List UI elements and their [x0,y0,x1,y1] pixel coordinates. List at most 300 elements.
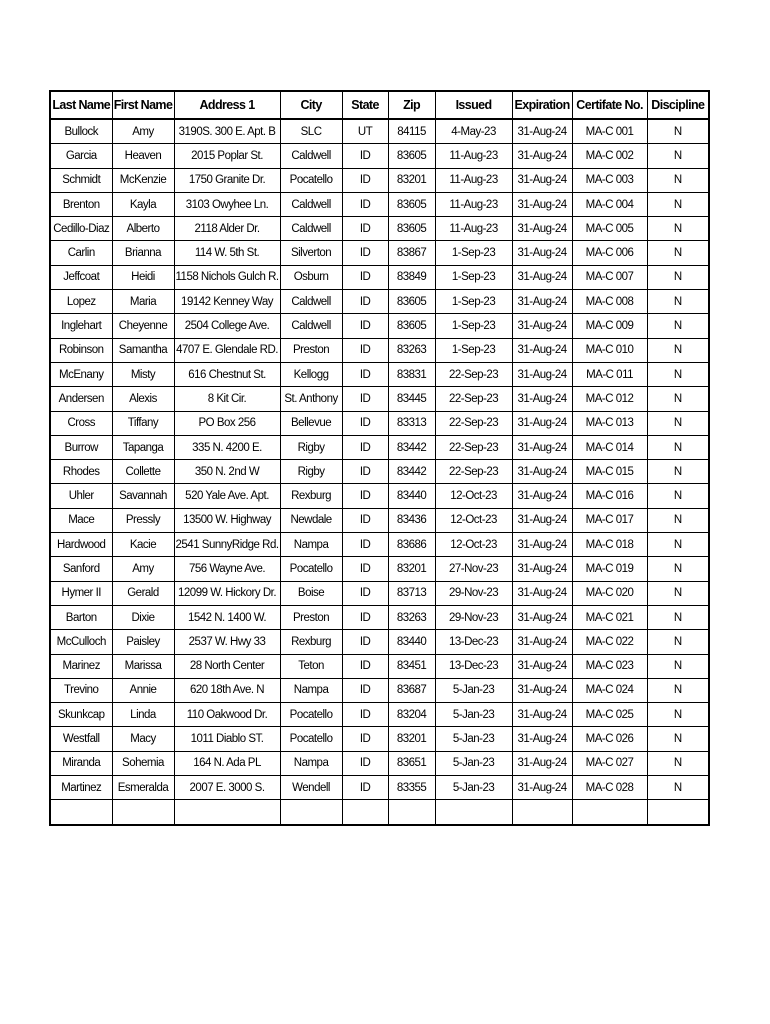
issued-cell[interactable]: 22-Sep-23 [435,435,512,459]
table-row [50,387,709,411]
city-cell[interactable]: Rexburg [280,630,342,654]
address-cell[interactable]: 350 N. 2nd W [174,460,280,484]
last-name-cell[interactable]: Uhler [50,484,112,508]
state-cell[interactable]: ID [342,508,388,532]
last-name-cell[interactable]: Inglehart [50,314,112,338]
city-cell[interactable]: Preston [280,338,342,362]
expiration-cell[interactable]: 31-Aug-24 [512,581,572,605]
first-name-cell[interactable]: Samantha [112,338,174,362]
city-cell[interactable]: Nampa [280,678,342,702]
first-name-cell[interactable]: Paisley [112,630,174,654]
first-name-cell[interactable]: Kacie [112,533,174,557]
zip-cell[interactable]: 83713 [388,581,435,605]
city-cell[interactable]: Rigby [280,435,342,459]
last-name-cell[interactable]: Martinez [50,776,112,800]
certificate-no-cell[interactable]: MA-C 008 [572,290,647,314]
last-name-cell[interactable]: Sanford [50,557,112,581]
state-cell[interactable]: ID [342,265,388,289]
zip-cell[interactable]: 83440 [388,484,435,508]
discipline-cell[interactable]: N [647,241,709,265]
certificate-no-cell[interactable]: MA-C 020 [572,581,647,605]
discipline-cell[interactable]: N [647,654,709,678]
issued-cell[interactable]: 29-Nov-23 [435,605,512,629]
issued-cell[interactable]: 12-Oct-23 [435,508,512,532]
expiration-cell[interactable]: 31-Aug-24 [512,387,572,411]
last-name-cell[interactable]: Rhodes [50,460,112,484]
state-cell[interactable]: ID [342,241,388,265]
issued-cell[interactable]: 4-May-23 [435,119,512,144]
first-name-cell[interactable]: Linda [112,703,174,727]
last-name-cell[interactable]: Jeffcoat [50,265,112,289]
last-name-cell[interactable]: Cedillo-Diaz [50,217,112,241]
last-name-cell[interactable]: Hymer II [50,581,112,605]
discipline-cell[interactable]: N [647,581,709,605]
last-name-cell[interactable]: Barton [50,605,112,629]
certificate-no-cell[interactable]: MA-C 022 [572,630,647,654]
expiration-cell[interactable]: 31-Aug-24 [512,119,572,144]
first-name-cell[interactable]: Tapanga [112,435,174,459]
discipline-cell[interactable]: N [647,727,709,751]
zip-cell[interactable]: 83263 [388,338,435,362]
address-cell[interactable]: 13500 W. Highway [174,508,280,532]
first-name-cell[interactable]: Savannah [112,484,174,508]
state-cell[interactable]: ID [342,435,388,459]
zip-cell[interactable]: 83442 [388,435,435,459]
state-cell[interactable]: ID [342,776,388,800]
expiration-cell[interactable]: 31-Aug-24 [512,605,572,629]
address-cell[interactable]: 1542 N. 1400 W. [174,605,280,629]
first-name-cell[interactable]: Collette [112,460,174,484]
certificate-no-cell[interactable]: MA-C 007 [572,265,647,289]
last-name-cell[interactable]: Skunkcap [50,703,112,727]
address-cell[interactable]: 164 N. Ada PL [174,751,280,775]
last-name-cell[interactable]: Robinson [50,338,112,362]
address-cell[interactable]: 2118 Alder Dr. [174,217,280,241]
zip-cell[interactable]: 83686 [388,533,435,557]
discipline-cell[interactable]: N [647,387,709,411]
issued-cell[interactable]: 5-Jan-23 [435,678,512,702]
city-cell[interactable]: Caldwell [280,290,342,314]
first-name-cell[interactable]: Amy [112,119,174,144]
zip-cell[interactable]: 83201 [388,168,435,192]
issued-cell[interactable]: 5-Jan-23 [435,776,512,800]
discipline-cell[interactable] [647,800,709,825]
zip-cell[interactable]: 83849 [388,265,435,289]
first-name-cell[interactable] [112,800,174,825]
issued-cell[interactable]: 1-Sep-23 [435,241,512,265]
discipline-cell[interactable]: N [647,435,709,459]
city-cell[interactable]: Nampa [280,533,342,557]
first-name-cell[interactable]: Esmeralda [112,776,174,800]
discipline-cell[interactable]: N [647,338,709,362]
expiration-cell[interactable]: 31-Aug-24 [512,314,572,338]
first-name-cell[interactable]: Marissa [112,654,174,678]
header-state: State [342,91,388,119]
issued-cell[interactable]: 22-Sep-23 [435,362,512,386]
discipline-cell[interactable]: N [647,776,709,800]
last-name-cell[interactable]: Andersen [50,387,112,411]
last-name-cell[interactable] [50,800,112,825]
table-row [50,800,709,825]
city-cell[interactable]: Pocatello [280,168,342,192]
table-row [50,533,709,557]
last-name-cell[interactable]: Mace [50,508,112,532]
discipline-cell[interactable]: N [647,630,709,654]
city-cell[interactable]: Teton [280,654,342,678]
certificate-no-cell[interactable]: MA-C 002 [572,144,647,168]
expiration-cell[interactable]: 31-Aug-24 [512,533,572,557]
discipline-cell[interactable]: N [647,144,709,168]
discipline-cell[interactable]: N [647,290,709,314]
city-cell[interactable]: SLC [280,119,342,144]
expiration-cell[interactable]: 31-Aug-24 [512,460,572,484]
issued-cell[interactable]: 22-Sep-23 [435,460,512,484]
state-cell[interactable]: ID [342,484,388,508]
zip-cell[interactable]: 83355 [388,776,435,800]
address-cell[interactable]: 2537 W. Hwy 33 [174,630,280,654]
city-cell[interactable]: Caldwell [280,217,342,241]
state-cell[interactable]: ID [342,654,388,678]
address-cell[interactable]: 114 W. 5th St. [174,241,280,265]
state-cell[interactable]: ID [342,411,388,435]
expiration-cell[interactable]: 31-Aug-24 [512,168,572,192]
city-cell[interactable]: Bellevue [280,411,342,435]
discipline-cell[interactable]: N [647,168,709,192]
certificate-no-cell[interactable]: MA-C 015 [572,460,647,484]
address-cell[interactable]: 1011 Diablo ST. [174,727,280,751]
zip-cell[interactable]: 83440 [388,630,435,654]
certificate-no-cell[interactable]: MA-C 025 [572,703,647,727]
discipline-cell[interactable]: N [647,678,709,702]
expiration-cell[interactable]: 31-Aug-24 [512,727,572,751]
expiration-cell[interactable]: 31-Aug-24 [512,338,572,362]
address-cell[interactable]: 2007 E. 3000 S. [174,776,280,800]
discipline-cell[interactable]: N [647,192,709,216]
state-cell[interactable]: ID [342,314,388,338]
zip-cell[interactable]: 83651 [388,751,435,775]
state-cell[interactable]: ID [342,338,388,362]
expiration-cell[interactable]: 31-Aug-24 [512,654,572,678]
table-row [50,605,709,629]
first-name-cell[interactable]: Dixie [112,605,174,629]
zip-cell[interactable]: 83451 [388,654,435,678]
city-cell[interactable]: Pocatello [280,557,342,581]
state-cell[interactable]: ID [342,751,388,775]
address-cell[interactable]: 110 Oakwood Dr. [174,703,280,727]
city-cell[interactable]: Rexburg [280,484,342,508]
first-name-cell[interactable]: Brianna [112,241,174,265]
issued-cell[interactable]: 1-Sep-23 [435,265,512,289]
discipline-cell[interactable]: N [647,119,709,144]
first-name-cell[interactable]: Kayla [112,192,174,216]
expiration-cell[interactable]: 31-Aug-24 [512,265,572,289]
zip-cell[interactable]: 83436 [388,508,435,532]
city-cell[interactable]: Rigby [280,460,342,484]
certificate-no-cell[interactable]: MA-C 018 [572,533,647,557]
state-cell[interactable]: ID [342,362,388,386]
zip-cell[interactable]: 83204 [388,703,435,727]
last-name-cell[interactable]: Brenton [50,192,112,216]
certificate-no-cell[interactable]: MA-C 028 [572,776,647,800]
certificate-no-cell[interactable]: MA-C 016 [572,484,647,508]
zip-cell[interactable]: 83201 [388,557,435,581]
city-cell[interactable]: Pocatello [280,727,342,751]
city-cell[interactable]: Newdale [280,508,342,532]
certificate-no-cell[interactable]: MA-C 024 [572,678,647,702]
address-cell[interactable]: 28 North Center [174,654,280,678]
certificate-no-cell[interactable]: MA-C 006 [572,241,647,265]
address-cell[interactable]: 8 Kit Cir. [174,387,280,411]
last-name-cell[interactable]: Miranda [50,751,112,775]
zip-cell[interactable]: 83605 [388,314,435,338]
expiration-cell[interactable]: 31-Aug-24 [512,678,572,702]
issued-cell[interactable]: 13-Dec-23 [435,654,512,678]
certificate-no-cell[interactable]: MA-C 005 [572,217,647,241]
address-cell[interactable]: PO Box 256 [174,411,280,435]
zip-cell[interactable] [388,800,435,825]
certificate-no-cell[interactable]: MA-C 023 [572,654,647,678]
discipline-cell[interactable]: N [647,484,709,508]
state-cell[interactable]: UT [342,119,388,144]
issued-cell[interactable]: 27-Nov-23 [435,557,512,581]
issued-cell[interactable]: 1-Sep-23 [435,338,512,362]
first-name-cell[interactable]: Misty [112,362,174,386]
first-name-cell[interactable]: Maria [112,290,174,314]
expiration-cell[interactable]: 31-Aug-24 [512,217,572,241]
issued-cell[interactable]: 1-Sep-23 [435,290,512,314]
expiration-cell[interactable]: 31-Aug-24 [512,557,572,581]
zip-cell[interactable]: 83867 [388,241,435,265]
zip-cell[interactable]: 83201 [388,727,435,751]
discipline-cell[interactable]: N [647,605,709,629]
expiration-cell[interactable]: 31-Aug-24 [512,362,572,386]
expiration-cell[interactable]: 31-Aug-24 [512,703,572,727]
state-cell[interactable]: ID [342,727,388,751]
discipline-cell[interactable]: N [647,314,709,338]
certificate-no-cell[interactable]: MA-C 017 [572,508,647,532]
city-cell[interactable]: Osburn [280,265,342,289]
expiration-cell[interactable]: 31-Aug-24 [512,435,572,459]
last-name-cell[interactable]: Garcia [50,144,112,168]
state-cell[interactable]: ID [342,168,388,192]
expiration-cell[interactable]: 31-Aug-24 [512,411,572,435]
city-cell[interactable]: Silverton [280,241,342,265]
address-cell[interactable]: 19142 Kenney Way [174,290,280,314]
table-row [50,265,709,289]
state-cell[interactable]: ID [342,533,388,557]
first-name-cell[interactable]: McKenzie [112,168,174,192]
first-name-cell[interactable]: Tiffany [112,411,174,435]
table-row [50,144,709,168]
last-name-cell[interactable]: Lopez [50,290,112,314]
address-cell[interactable]: 756 Wayne Ave. [174,557,280,581]
last-name-cell[interactable]: Marinez [50,654,112,678]
address-cell[interactable]: 4707 E. Glendale RD. [174,338,280,362]
certificate-no-cell[interactable]: MA-C 026 [572,727,647,751]
issued-cell[interactable]: 5-Jan-23 [435,751,512,775]
issued-cell[interactable]: 29-Nov-23 [435,581,512,605]
first-name-cell[interactable]: Annie [112,678,174,702]
city-cell[interactable]: Nampa [280,751,342,775]
certificate-no-cell[interactable]: MA-C 009 [572,314,647,338]
city-cell[interactable]: Wendell [280,776,342,800]
certificate-no-cell[interactable]: MA-C 019 [572,557,647,581]
expiration-cell[interactable]: 31-Aug-24 [512,144,572,168]
issued-cell[interactable]: 11-Aug-23 [435,217,512,241]
certificate-no-cell[interactable]: MA-C 027 [572,751,647,775]
last-name-cell[interactable]: Trevino [50,678,112,702]
zip-cell[interactable]: 83605 [388,290,435,314]
state-cell[interactable] [342,800,388,825]
state-cell[interactable]: ID [342,703,388,727]
header-last-name: Last Name [50,91,112,119]
expiration-cell[interactable] [512,800,572,825]
city-cell[interactable]: Pocatello [280,703,342,727]
expiration-cell[interactable]: 31-Aug-24 [512,241,572,265]
issued-cell[interactable]: 22-Sep-23 [435,411,512,435]
issued-cell[interactable]: 1-Sep-23 [435,314,512,338]
zip-cell[interactable]: 83445 [388,387,435,411]
certificate-no-cell[interactable] [572,800,647,825]
discipline-cell[interactable]: N [647,557,709,581]
city-cell[interactable]: St. Anthony [280,387,342,411]
discipline-cell[interactable]: N [647,460,709,484]
address-cell[interactable]: 1158 Nichols Gulch R. [174,265,280,289]
issued-cell[interactable]: 11-Aug-23 [435,192,512,216]
city-cell[interactable]: Caldwell [280,314,342,338]
city-cell[interactable]: Caldwell [280,144,342,168]
state-cell[interactable]: ID [342,144,388,168]
city-cell[interactable]: Boise [280,581,342,605]
certificate-no-cell[interactable]: MA-C 001 [572,119,647,144]
zip-cell[interactable]: 84115 [388,119,435,144]
first-name-cell[interactable]: Alberto [112,217,174,241]
address-cell[interactable]: 2015 Poplar St. [174,144,280,168]
first-name-cell[interactable]: Amy [112,557,174,581]
zip-cell[interactable]: 83442 [388,460,435,484]
last-name-cell[interactable]: Schmidt [50,168,112,192]
certificate-no-cell[interactable]: MA-C 011 [572,362,647,386]
discipline-cell[interactable]: N [647,751,709,775]
city-cell[interactable]: Preston [280,605,342,629]
expiration-cell[interactable]: 31-Aug-24 [512,630,572,654]
expiration-cell[interactable]: 31-Aug-24 [512,290,572,314]
last-name-cell[interactable]: Carlin [50,241,112,265]
address-cell[interactable]: 335 N. 4200 E. [174,435,280,459]
expiration-cell[interactable]: 31-Aug-24 [512,508,572,532]
zip-cell[interactable]: 83263 [388,605,435,629]
address-cell[interactable]: 616 Chestnut St. [174,362,280,386]
last-name-cell[interactable]: Burrow [50,435,112,459]
discipline-cell[interactable]: N [647,217,709,241]
state-cell[interactable]: ID [342,678,388,702]
zip-cell[interactable]: 83831 [388,362,435,386]
address-cell[interactable]: 2541 SunnyRidge Rd. [174,533,280,557]
issued-cell[interactable]: 13-Dec-23 [435,630,512,654]
last-name-cell[interactable]: Hardwood [50,533,112,557]
last-name-cell[interactable]: McCulloch [50,630,112,654]
table-row [50,217,709,241]
zip-cell[interactable]: 83313 [388,411,435,435]
certificate-no-cell[interactable]: MA-C 010 [572,338,647,362]
last-name-cell[interactable]: Bullock [50,119,112,144]
discipline-cell[interactable]: N [647,362,709,386]
first-name-cell[interactable]: Gerald [112,581,174,605]
last-name-cell[interactable]: Westfall [50,727,112,751]
first-name-cell[interactable]: Macy [112,727,174,751]
expiration-cell[interactable]: 31-Aug-24 [512,776,572,800]
address-cell[interactable]: 3103 Owyhee Ln. [174,192,280,216]
zip-cell[interactable]: 83687 [388,678,435,702]
address-cell[interactable] [174,800,280,825]
first-name-cell[interactable]: Sohemia [112,751,174,775]
certificate-no-cell[interactable]: MA-C 004 [572,192,647,216]
issued-cell[interactable]: 22-Sep-23 [435,387,512,411]
state-cell[interactable]: ID [342,605,388,629]
first-name-cell[interactable]: Cheyenne [112,314,174,338]
last-name-cell[interactable]: Cross [50,411,112,435]
city-cell[interactable]: Kellogg [280,362,342,386]
state-cell[interactable]: ID [342,387,388,411]
certificate-no-cell[interactable]: MA-C 003 [572,168,647,192]
issued-cell[interactable]: 12-Oct-23 [435,533,512,557]
first-name-cell[interactable]: Heaven [112,144,174,168]
zip-cell[interactable]: 83605 [388,192,435,216]
expiration-cell[interactable]: 31-Aug-24 [512,192,572,216]
certificate-no-cell[interactable]: MA-C 021 [572,605,647,629]
expiration-cell[interactable]: 31-Aug-24 [512,751,572,775]
first-name-cell[interactable]: Pressly [112,508,174,532]
zip-cell[interactable]: 83605 [388,217,435,241]
state-cell[interactable]: ID [342,557,388,581]
state-cell[interactable]: ID [342,192,388,216]
first-name-cell[interactable]: Heidi [112,265,174,289]
city-cell[interactable]: Caldwell [280,192,342,216]
state-cell[interactable]: ID [342,460,388,484]
city-cell[interactable] [280,800,342,825]
address-cell[interactable]: 3190S. 300 E. Apt. B [174,119,280,144]
certificate-no-cell[interactable]: MA-C 012 [572,387,647,411]
issued-cell[interactable]: 5-Jan-23 [435,703,512,727]
address-cell[interactable]: 1750 Granite Dr. [174,168,280,192]
discipline-cell[interactable]: N [647,533,709,557]
first-name-cell[interactable]: Alexis [112,387,174,411]
certificate-no-cell[interactable]: MA-C 013 [572,411,647,435]
discipline-cell[interactable]: N [647,411,709,435]
issued-cell[interactable] [435,800,512,825]
discipline-cell[interactable]: N [647,703,709,727]
state-cell[interactable]: ID [342,630,388,654]
discipline-cell[interactable]: N [647,265,709,289]
table-row [50,484,709,508]
issued-cell[interactable]: 5-Jan-23 [435,727,512,751]
discipline-cell[interactable]: N [647,508,709,532]
certificate-no-cell[interactable]: MA-C 014 [572,435,647,459]
address-cell[interactable]: 520 Yale Ave. Apt. [174,484,280,508]
zip-cell[interactable]: 83605 [388,144,435,168]
state-cell[interactable]: ID [342,217,388,241]
last-name-cell[interactable]: McEnany [50,362,112,386]
issued-cell[interactable]: 11-Aug-23 [435,144,512,168]
state-cell[interactable]: ID [342,581,388,605]
address-cell[interactable]: 12099 W. Hickory Dr. [174,581,280,605]
issued-cell[interactable]: 12-Oct-23 [435,484,512,508]
state-cell[interactable]: ID [342,290,388,314]
address-cell[interactable]: 620 18th Ave. N [174,678,280,702]
expiration-cell[interactable]: 31-Aug-24 [512,484,572,508]
issued-cell[interactable]: 11-Aug-23 [435,168,512,192]
address-cell[interactable]: 2504 College Ave. [174,314,280,338]
